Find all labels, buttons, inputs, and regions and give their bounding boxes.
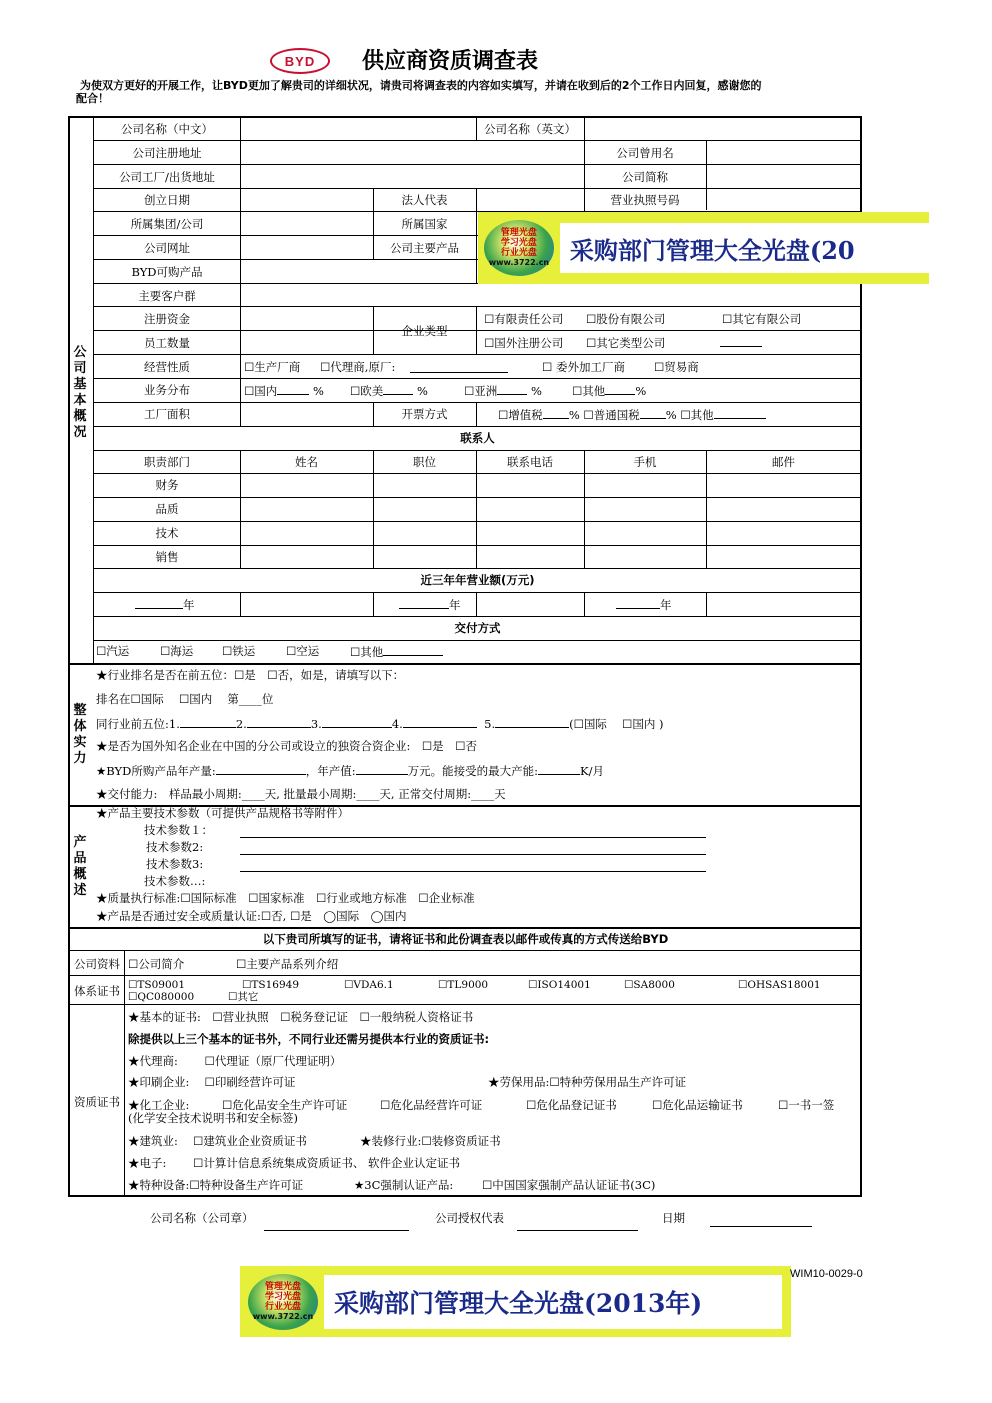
strength-foreign-branch: ★是否为国外知名企业在中国的分公司或设立的独资合资企业: ☐是 ☐否 xyxy=(96,739,477,753)
sign-rep-line[interactable] xyxy=(517,1230,638,1231)
param-line-1 xyxy=(240,837,706,838)
grid-line xyxy=(93,164,861,165)
grid-line xyxy=(240,592,241,616)
qual-chem-register[interactable]: ☐危化品登记证书 xyxy=(526,1098,617,1112)
disc-url-b: www.3722.cn xyxy=(252,1311,314,1321)
invoice-pct-2: % xyxy=(665,408,677,422)
delivery-option-rail[interactable]: ☐铁运 xyxy=(222,644,256,658)
ad-banner-top xyxy=(478,212,929,284)
product-param-2: 技术参数2: xyxy=(146,840,204,854)
sys-tl9000[interactable]: ☐TL9000 xyxy=(438,979,489,991)
grid-line xyxy=(68,927,862,929)
contacts-row-label: 品质 xyxy=(155,502,179,516)
label-main-products: 公司主要产品 xyxy=(390,241,459,255)
grid-line xyxy=(93,450,861,451)
disc-text-3b: 行业光盘 xyxy=(264,1301,301,1312)
sys-other[interactable]: ☐其它 xyxy=(228,991,259,1003)
invoice-option-vat[interactable]: ☐增值税 xyxy=(498,408,543,422)
qual-decoration: ★装修行业:☐装修资质证书 xyxy=(360,1134,501,1148)
grid-line xyxy=(68,975,862,976)
strength-delivery-capacity: ★交付能力: 样品最小周期:____天, 批量最小周期:____天, 正常交付周期:____天 xyxy=(96,787,506,801)
intro-text xyxy=(76,79,866,105)
qual-electronics: ★电子: ☐计算计信息系统集成资质证书、 软件企业认定证书 xyxy=(128,1156,460,1170)
contacts-header: 联系电话 xyxy=(507,455,553,469)
grid-line xyxy=(68,116,70,1197)
contacts-header: 职责部门 xyxy=(144,455,190,469)
qual-special-equipment: ★特种设备:☐特种设备生产许可证 xyxy=(128,1178,304,1192)
qual-3c-label: ★3C强制认证产品: xyxy=(354,1178,454,1192)
delivery-option-sea[interactable]: ☐海运 xyxy=(160,644,194,658)
disc-text-1b: 管理光盘 xyxy=(264,1281,301,1292)
grid-line xyxy=(93,426,861,427)
grid-line xyxy=(93,330,861,331)
contacts-header: 职位 xyxy=(413,455,436,469)
qual-chemical: ★化工企业: xyxy=(128,1098,190,1112)
revenue-year-3: 年 xyxy=(660,598,672,612)
capacity-unit: K/月 xyxy=(580,764,604,778)
certs-title: 以下贵司所填写的证书，请将证书和此份调查表以邮件或传真的方式传送给BYD xyxy=(262,932,669,946)
dist-pct-3: % xyxy=(530,384,542,398)
label-factory-address: 公司工厂/出货地址 xyxy=(119,170,215,184)
invoice-option-general[interactable]: ☐普通国税 xyxy=(583,408,640,422)
qual-3c-cert[interactable]: ☐中国国家强制产品认证证书(3C) xyxy=(482,1178,656,1192)
label-qualification-certs: 资质证书 xyxy=(74,1095,120,1109)
grid-line xyxy=(93,140,861,141)
product-param-1: 技术参数１： xyxy=(144,823,213,837)
top5-scope: (☐国际 ☐国内 ) xyxy=(569,717,664,731)
sys-ts09001[interactable]: ☐TS09001 xyxy=(128,979,186,991)
ad-banner-top-text: 采购部门管理大全光盘(20 xyxy=(560,223,929,273)
grid-line xyxy=(706,140,707,210)
sign-company-line[interactable] xyxy=(264,1230,409,1231)
sys-ohsas18001[interactable]: ☐OHSAS18001 xyxy=(738,979,821,991)
revenue-year-1: 年 xyxy=(183,598,195,612)
disc-logo-bottom xyxy=(248,1274,318,1330)
annual-value-label: ，年产值: xyxy=(305,764,356,778)
label-byd-products: BYD可购产品 xyxy=(131,265,203,279)
grid-line xyxy=(93,306,861,307)
grid-line xyxy=(476,592,477,616)
quality-standard: ★质量执行标准:☐国际标准 ☐国家标准 ☐行业或地方标准 ☐企业标准 xyxy=(96,891,475,905)
qual-construction: ★建筑业: ☐建筑业企业资质证书 xyxy=(128,1134,307,1148)
grid-line xyxy=(93,402,861,403)
sys-vda61[interactable]: ☐VDA6.1 xyxy=(344,979,394,991)
grid-line xyxy=(93,354,861,355)
disc-text-1: 管理光盘 xyxy=(500,228,537,238)
label-company-en: 公司名称（英文） xyxy=(484,122,576,136)
top5-2: 2. xyxy=(235,717,247,731)
top5-5: 5. xyxy=(484,717,496,731)
label-invoice: 开票方式 xyxy=(401,407,448,421)
grid-line xyxy=(476,306,477,354)
qual-chem-safety[interactable]: ☐危化品安全生产许可证 xyxy=(222,1098,348,1112)
section-product-label: 产 品 概 述 xyxy=(73,835,87,898)
strength-ranking: ★行业排名是否在前五位：☐是 ☐否，如是，请填写以下： xyxy=(96,668,405,682)
product-params-title: ★产品主要技术参数（可提供产品规格书等附件） xyxy=(96,806,349,820)
grid-line xyxy=(68,663,862,665)
type-option-other-ltd[interactable]: ☐其它有限公司 xyxy=(722,312,802,326)
product-param-more: 技术参数…: xyxy=(144,874,206,888)
sign-date-line[interactable] xyxy=(710,1226,812,1227)
nature-option-manufacturer[interactable]: ☐生产厂商 xyxy=(244,360,301,374)
doc-option-product-series[interactable]: ☐主要产品系列介绍 xyxy=(236,957,339,971)
sys-qc080000[interactable]: ☐QC080000 xyxy=(128,991,195,1003)
sign-company-label: 公司名称（公司章） xyxy=(150,1211,254,1225)
delivery-option-other[interactable]: ☐其他 xyxy=(350,645,384,659)
contacts-header: 姓名 xyxy=(295,455,318,469)
sys-sa8000[interactable]: ☐SA8000 xyxy=(624,979,675,991)
grid-line xyxy=(93,521,861,522)
contacts-row-label: 财务 xyxy=(155,478,179,492)
ad-banner-bottom-text: 采购部门管理大全光盘(2013年) xyxy=(324,1275,782,1329)
grid-line xyxy=(68,950,862,951)
disc-text-2: 学习光盘 xyxy=(500,238,537,248)
sign-date-label: 日期 xyxy=(662,1211,685,1225)
qual-chem-label[interactable]: ☐一书一签 xyxy=(778,1098,835,1112)
contacts-header: 手机 xyxy=(633,455,657,469)
delivery-option-air[interactable]: ☐空运 xyxy=(286,644,320,658)
disc-text-3: 行业光盘 xyxy=(500,248,537,258)
top5-3: 3. xyxy=(310,717,322,731)
label-company-docs: 公司资料 xyxy=(74,957,120,971)
dist-option-other[interactable]: ☐其他 xyxy=(572,384,606,398)
label-employees: 员工数量 xyxy=(144,336,190,350)
grid-line xyxy=(93,592,861,593)
qual-note: 除提供以上三个基本的证书外，不同行业还需另提供本行业的资质证书: xyxy=(128,1032,490,1046)
contacts-header: 邮件 xyxy=(772,455,795,469)
type-option-foreign[interactable]: ☐国外注册公司 xyxy=(484,336,564,350)
dist-pct-4: % xyxy=(635,384,647,398)
qual-printing: ★印刷企业: ☐印刷经营许可证 xyxy=(128,1075,296,1089)
qual-chem-business[interactable]: ☐危化品经营许可证 xyxy=(380,1098,483,1112)
dist-pct-2: % xyxy=(416,384,428,398)
label-website: 公司网址 xyxy=(144,241,190,255)
param-line-3 xyxy=(240,871,706,872)
type-option-llc[interactable]: ☐有限责任公司 xyxy=(484,312,564,326)
byd-logo: BYD xyxy=(270,48,330,74)
grid-line xyxy=(93,616,861,617)
qual-basic: ★基本的证书: ☐营业执照 ☐税务登记证 ☐一般纳税人资格证书 xyxy=(128,1010,474,1024)
grid-line xyxy=(68,116,862,118)
intro-line1: 为使双方更好的开展工作，让BYD更加了解贵司的详细状况，请贵司将调查表的内容如实填写，并请在收到后的2个工作日内回复，感谢您的 xyxy=(80,79,762,92)
qual-agent: ★代理商: ☐代理证（原厂代理证明） xyxy=(128,1054,342,1068)
nature-option-trader[interactable]: ☐贸易商 xyxy=(654,360,699,374)
grid-line xyxy=(476,402,477,426)
nature-option-agent[interactable]: ☐代理商,原厂: xyxy=(320,360,396,374)
grid-line xyxy=(584,116,585,140)
other-type-line xyxy=(720,346,762,347)
product-param-3: 技术参数3: xyxy=(146,857,204,871)
qual-chem-note: (化学安全技术说明书和安全标签) xyxy=(128,1111,298,1125)
sys-iso14001[interactable]: ☐ISO14001 xyxy=(528,979,591,991)
label-enterprise-type: 企业类型 xyxy=(401,324,448,338)
delivery-option-truck[interactable]: ☐汽运 xyxy=(96,644,130,658)
disc-text-2b: 学习光盘 xyxy=(264,1291,301,1302)
top5-label: 同行业前五位:1. xyxy=(96,717,180,731)
grid-line xyxy=(68,1004,862,1005)
disc-logo-top xyxy=(484,220,554,276)
type-option-joint-stock[interactable]: ☐股份有限公司 xyxy=(586,312,666,326)
label-nature: 经营性质 xyxy=(144,360,190,374)
grid-line xyxy=(240,116,241,426)
grid-line xyxy=(706,592,707,616)
qual-labor: ★劳保用品:☐特种劳保用品生产许可证 xyxy=(488,1075,687,1089)
label-country: 所属国家 xyxy=(401,217,448,231)
grid-line xyxy=(476,188,477,284)
grid-line xyxy=(584,592,585,616)
grid-line xyxy=(93,545,861,546)
type-option-other-type[interactable]: ☐其它类型公司 xyxy=(586,336,666,350)
sys-ts16949[interactable]: ☐TS16949 xyxy=(242,979,300,991)
grid-line xyxy=(68,1195,862,1197)
label-distribution: 业务分布 xyxy=(144,383,190,397)
grid-line xyxy=(93,640,861,641)
label-license-no: 营业执照号码 xyxy=(610,193,680,207)
dist-option-domestic[interactable]: ☐国内 xyxy=(244,384,278,398)
revenue-year-2: 年 xyxy=(449,598,461,612)
label-system-certs: 体系证书 xyxy=(74,984,120,998)
strength-rank-position: 排名在☐国际 ☐国内 第____位 xyxy=(96,692,274,706)
label-founded: 创立日期 xyxy=(144,193,190,207)
disc-url: www.3722.cn xyxy=(488,258,550,267)
invoice-pct-1: % xyxy=(568,408,580,422)
grid-line xyxy=(93,378,861,379)
dist-pct-1: % xyxy=(312,384,324,398)
contacts-title: 联系人 xyxy=(460,431,495,445)
ad-banner-bottom xyxy=(240,1266,791,1337)
grid-line xyxy=(93,473,861,474)
label-group: 所属集团/公司 xyxy=(130,217,204,231)
label-legal-rep: 法人代表 xyxy=(401,193,448,207)
delivery-title: 交付方式 xyxy=(454,621,501,635)
annual-output-label: ★BYD所购产品年产量: xyxy=(96,764,216,778)
label-customers: 主要客户群 xyxy=(138,289,196,303)
grid-line xyxy=(373,592,374,616)
label-short-name: 公司简称 xyxy=(622,170,668,184)
intro-line2: 配合！ xyxy=(76,92,109,105)
grid-line xyxy=(93,188,861,189)
label-former-name: 公司曾用名 xyxy=(616,146,674,160)
max-capacity-label: 万元。能接受的最大产能: xyxy=(407,764,538,778)
top5-4: 4. xyxy=(391,717,403,731)
sign-rep-label: 公司授权代表 xyxy=(435,1211,504,1225)
dist-option-asia[interactable]: ☐亚洲 xyxy=(464,384,498,398)
section-strength-label: 整 体 实 力 xyxy=(73,703,87,766)
label-reg-address: 公司注册地址 xyxy=(132,146,202,160)
grid-line xyxy=(124,950,125,1197)
label-company-cn: 公司名称（中文） xyxy=(121,122,213,136)
agent-origin-line xyxy=(410,372,508,373)
revenue-title: 近三年年营业额(万元) xyxy=(420,573,535,587)
dist-option-europe[interactable]: ☐欧美 xyxy=(350,384,384,398)
contacts-row-label: 销售 xyxy=(155,550,179,564)
label-reg-capital: 注册资金 xyxy=(144,312,190,326)
contacts-row-label: 技术 xyxy=(155,526,179,540)
grid-line xyxy=(93,568,861,569)
product-certification: ★产品是否通过安全或质量认证:☐否, ☐是 ◯国际 ◯国内 xyxy=(96,909,407,923)
param-line-2 xyxy=(240,854,706,855)
invoice-option-other[interactable]: ☐其他 xyxy=(680,408,714,422)
doc-option-profile[interactable]: ☐公司简介 xyxy=(128,957,185,971)
section-basic-label: 公 司 基 本 概 况 xyxy=(73,345,87,440)
page-title: 供应商资质调查表 xyxy=(362,49,539,74)
document-number: WIM10-0029-0 xyxy=(790,1268,863,1280)
label-factory-area: 工厂面积 xyxy=(144,407,190,421)
qual-chem-transport[interactable]: ☐危化品运输证书 xyxy=(652,1098,743,1112)
nature-option-outsource[interactable]: ☐ 委外加工厂商 xyxy=(542,360,625,374)
grid-line xyxy=(93,497,861,498)
